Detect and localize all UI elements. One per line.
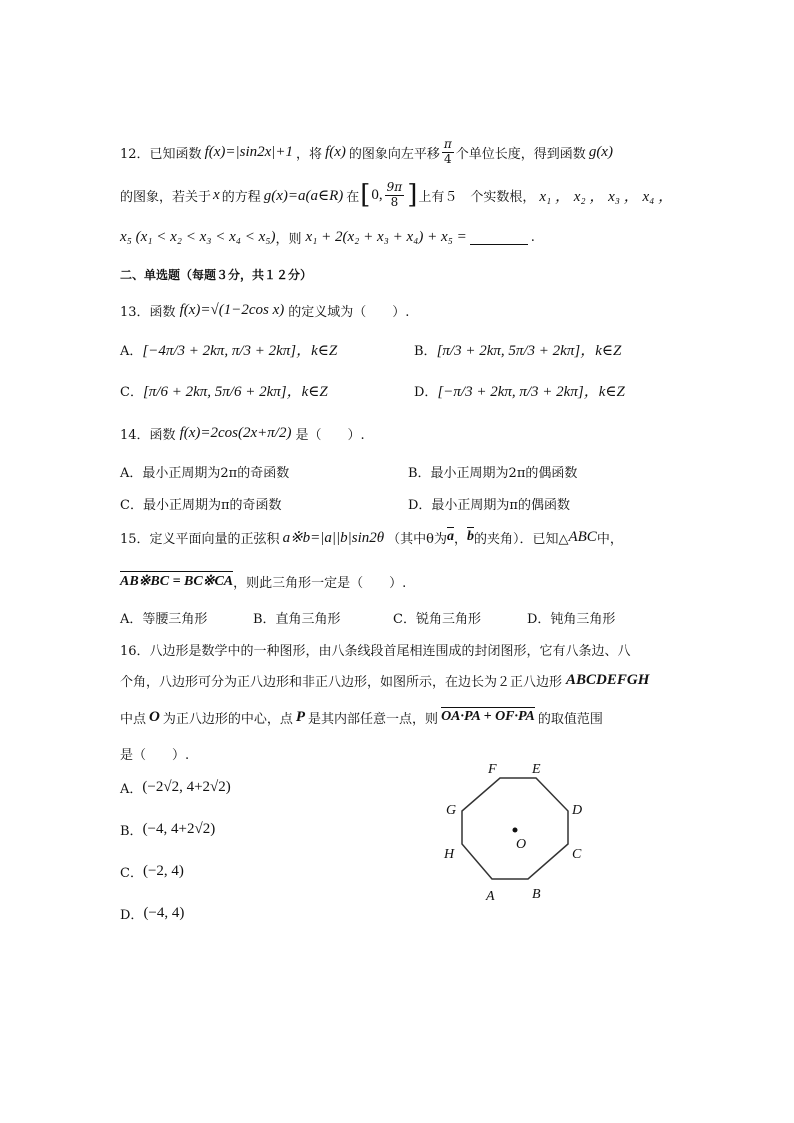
q12-line2-c: 在 (346, 189, 360, 205)
q14-option-c[interactable]: C．最小正周期为π的奇函数 (120, 497, 282, 513)
q13-stem (120, 295, 409, 325)
q13-option-d-text: [−π/3 + 2kπ, π/3 + 2kπ]，k∈Z (437, 383, 625, 400)
q15-condition: AB※BC = BC※CA (120, 573, 234, 589)
vertex-label-g: G (446, 803, 457, 818)
q16-option-a[interactable] (120, 772, 231, 802)
q16-line2 (120, 665, 649, 695)
q13-option-c-text: [π/6 + 2kπ, 5π/6 + 2kπ]，k∈Z (142, 383, 328, 400)
q15-number: 15． (120, 531, 150, 547)
q15-text-a: 定义平面向量的正弦积 (149, 531, 280, 547)
q16-option-d-text: (−4, 4) (143, 904, 185, 921)
q12-text-b: ，将 (296, 146, 323, 162)
q16-line4-text: 是（ ）. (120, 747, 190, 763)
q16-line3-d: 的取值范围 (537, 711, 603, 727)
q12-var-x: x (213, 186, 220, 203)
q14-number: 14． (120, 427, 150, 443)
center-point-o (513, 828, 518, 833)
section2-title-row (120, 259, 312, 289)
q12-answer-blank[interactable] (470, 230, 528, 245)
vertex-label-e: E (532, 762, 541, 777)
q12-interval-left: 0, (371, 186, 383, 203)
q13-option-b-text: [π/3 + 2kπ, 5π/3 + 2kπ]，k∈Z (436, 342, 622, 359)
q16-option-d[interactable] (120, 898, 184, 928)
q16-line4 (120, 738, 189, 768)
vertex-label-b: B (532, 887, 541, 902)
q16-option-c-label: C． (120, 865, 143, 881)
q15-line2 (120, 566, 406, 596)
q13-option-d[interactable] (414, 375, 625, 405)
q12-line3-b: ，则 (275, 231, 302, 247)
q15-option-c[interactable]: C．锐角三角形 (393, 611, 481, 627)
q16-line3-b: 为正八边形的中心，点 (162, 711, 293, 727)
q14-text-b: 是（ ）. (295, 427, 365, 443)
q12-line3 (120, 222, 535, 252)
q12-shift-den: 4 (444, 151, 452, 166)
q15-line1 (120, 522, 623, 552)
q16-option-b[interactable] (120, 814, 215, 844)
q16-option-b-label: B． (120, 823, 143, 839)
vertex-label-d: D (572, 803, 583, 818)
q15-text-d: 中， (596, 531, 623, 547)
q12-interval-num: 9π (386, 180, 403, 195)
q15-sep: ， (453, 531, 467, 547)
q16-option-d-label: D． (120, 907, 144, 923)
center-label-o: O (516, 837, 527, 852)
q12-text-d: 个单位长度，得到函数 (455, 146, 586, 162)
q15-vector-a: a (446, 529, 454, 544)
q12-f-def: f(x)=|sin2x|+1 (204, 143, 294, 160)
q13-number: 13． (120, 304, 150, 320)
vertex-label-c: C (572, 847, 582, 862)
q16-option-a-label: A． (120, 781, 143, 797)
q12-expression: x₁ + 2(x₂ + x₃ + x₄) + x₅ = (305, 228, 467, 245)
q16-line3-c: 是其内部任意一点，则 (308, 711, 439, 727)
q13-option-d-label: D． (414, 384, 438, 400)
q12-bracket-left: [ (360, 180, 371, 210)
q12-equation: g(x)=a(a∈R) (263, 187, 344, 204)
q13-option-b[interactable] (414, 334, 621, 364)
vertex-label-f: F (488, 762, 497, 777)
q12-number: 12． (120, 146, 150, 162)
q12-line2 (120, 180, 673, 210)
q12-line1 (120, 137, 613, 167)
q14-text-a: 函数 (149, 427, 176, 443)
q13-option-a-text: [−4π/3 + 2kπ, π/3 + 2kπ]，k∈Z (142, 342, 338, 359)
q13-text-a: 函数 (149, 304, 176, 320)
q16-line3 (120, 702, 603, 732)
q15-text-c: 的夹角）．已知△ (473, 531, 569, 547)
q15-option-d[interactable]: D．钝角三角形 (527, 611, 616, 627)
q12-line2-b: 的方程 (221, 189, 261, 205)
vertex-label-h: H (444, 847, 455, 862)
q12-shift-num: π (443, 137, 452, 152)
q16-number: 16． (120, 643, 150, 659)
q12-line2-d: 上有５ 个实数根， (418, 189, 536, 205)
q12-order: x₅ (x₁ < x₂ < x₃ < x₄ < x₅) (120, 228, 276, 245)
q12-line3-end: . (530, 229, 535, 245)
vertex-label-a: A (486, 889, 495, 904)
q12-text-a: 已知函数 (149, 146, 202, 162)
q15-option-a[interactable]: A．等腰三角形 (120, 611, 208, 627)
q12-text-c: 的图象向左平移 (348, 146, 440, 162)
q14-option-d[interactable]: D．最小正周期为π的偶函数 (408, 497, 570, 513)
q13-option-a[interactable] (120, 334, 337, 364)
q16-line2-text: 个角，八边形可分为正八边形和非正八边形，如图所示，在边长为２正八边形 (120, 674, 563, 690)
q15-vector-b: b (466, 529, 474, 544)
q12-interval-fraction (385, 181, 405, 208)
q16-option-c[interactable] (120, 856, 184, 886)
q15-text-b: （其中θ为 (387, 531, 447, 547)
section2-title: 二、单选题（每题３分，共１２分） (120, 267, 313, 282)
q12-bracket-right: ] (407, 180, 418, 210)
q12-roots: x₁ ， x₂ ， x₃ ， x₄ ， (539, 188, 674, 205)
q14-stem (120, 418, 365, 448)
q16-octagon-name: ABCDEFGH (566, 671, 650, 688)
q14-option-b[interactable]: B．最小正周期为2π的偶函数 (408, 465, 578, 481)
q14-func: f(x)=2cos(2x+π/2) (179, 424, 292, 441)
q15-triangle: ABC (568, 528, 597, 545)
q16-option-a-text: (−2√2, 4+2√2) (142, 778, 231, 795)
q12-shift-fraction (442, 138, 454, 165)
q16-point-o: O (149, 708, 160, 725)
q13-func: f(x)=√(1−2cos x) (179, 301, 285, 318)
q15-option-b[interactable]: B．直角三角形 (253, 611, 341, 627)
q16-option-b-text: (−4, 4+2√2) (142, 820, 216, 837)
q15-definition: a※b=|a||b|sin2θ (282, 529, 385, 546)
q16-line1 (120, 634, 631, 664)
q13-text-b: 的定义域为（ ）. (288, 304, 410, 320)
q13-option-c[interactable] (120, 375, 328, 405)
q13-option-a-label: A． (120, 343, 143, 359)
q16-line1-text: 八边形是数学中的一种图形，由八条线段首尾相连围成的封闭图形，它有八条边、八 (149, 643, 631, 659)
q16-option-c-text: (−2, 4) (142, 862, 184, 879)
q13-option-c-label: C． (120, 384, 143, 400)
q12-interval-den: 8 (390, 194, 399, 209)
q14-option-a[interactable]: A．最小正周期为2π的奇函数 (120, 465, 290, 481)
q16-point-p: P (295, 708, 306, 725)
q12-gx: g(x) (588, 143, 613, 160)
q13-option-b-label: B． (414, 343, 437, 359)
q16-line3-a: 中点 (120, 711, 147, 727)
q15-text-e: ，则此三角形一定是（ ）. (233, 575, 407, 591)
q12-line2-a: 的图象，若关于 (120, 189, 212, 205)
q12-fx: f(x) (325, 143, 346, 160)
octagon-figure (436, 756, 596, 906)
q16-expression: OA·PA + OF·PA (441, 709, 535, 724)
